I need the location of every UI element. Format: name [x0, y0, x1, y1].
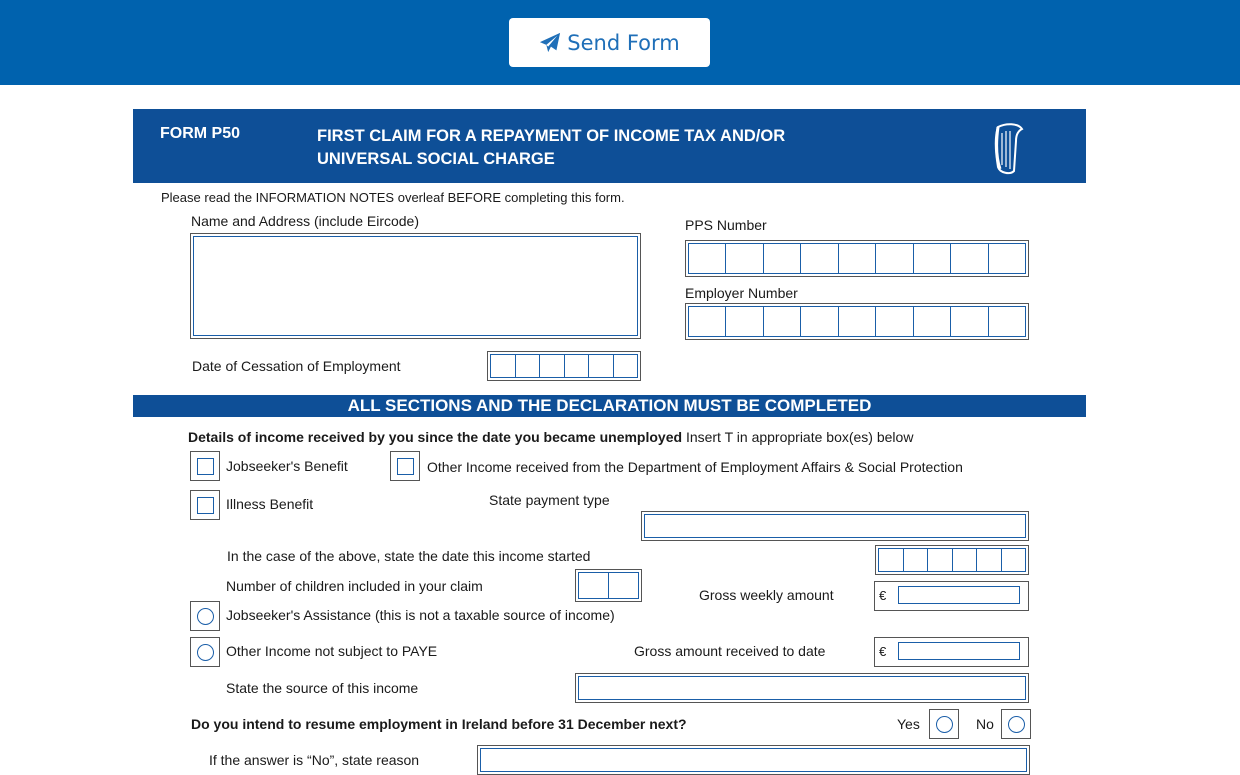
pps-number-field[interactable]: [685, 240, 1029, 277]
reason-field[interactable]: [477, 745, 1030, 775]
gross-to-date-field[interactable]: [874, 637, 1029, 667]
no-label: No: [976, 716, 994, 732]
reason-label: If the answer is “No”, state reason: [209, 752, 420, 768]
resume-question: Do you intend to resume employment in Ireland before 31 December next?: [191, 716, 687, 732]
form-title-line1: FIRST CLAIM FOR A REPAYMENT OF INCOME TAX AND/OR: [317, 127, 786, 145]
pps-number-label: PPS Number: [685, 217, 767, 233]
cessation-date-label: Date of Cessation of Employment: [192, 358, 401, 374]
top-bar: [0, 0, 1240, 85]
name-address-label: Name and Address (include Eircode): [191, 213, 420, 229]
other-not-paye-radio[interactable]: [190, 637, 220, 667]
income-intro-bold: Details of income received by you since the date you became unemployed: [188, 429, 683, 445]
jobseekers-assistance-radio[interactable]: [190, 601, 220, 631]
employer-number-label: Employer Number: [685, 285, 798, 301]
euro-symbol: €: [879, 588, 887, 603]
children-field[interactable]: [575, 569, 642, 602]
source-field[interactable]: [575, 673, 1029, 703]
gross-weekly-field[interactable]: [874, 581, 1029, 611]
income-intro: [188, 429, 913, 445]
gross-weekly-label: Gross weekly amount: [699, 587, 834, 603]
harp-emblem-icon: [988, 121, 1028, 177]
illness-benefit-label: Illness Benefit: [226, 496, 314, 512]
other-not-paye-label: Other Income not subject to PAYE: [226, 643, 438, 659]
employer-number-field[interactable]: [685, 303, 1029, 340]
other-income-dept-checkbox[interactable]: [390, 451, 420, 481]
jobseekers-benefit-label: Jobseeker's Benefit: [226, 458, 348, 474]
state-payment-type-label: State payment type: [489, 492, 610, 508]
other-income-dept-label: Other Income received from the Department of Employment Affairs & Social Protection: [427, 459, 963, 475]
euro-symbol: €: [879, 644, 887, 659]
yes-radio[interactable]: [929, 709, 959, 739]
section-heading: ALL SECTIONS AND THE DECLARATION MUST BE COMPLETED: [133, 395, 1086, 417]
state-payment-type-field[interactable]: [641, 511, 1029, 541]
children-label: Number of children included in your claim: [226, 578, 483, 594]
paper-plane-icon: [539, 32, 561, 54]
form-title: [317, 125, 917, 171]
gross-to-date-label: Gross amount received to date: [634, 643, 826, 659]
date-started-label: In the case of the above, state the date this income started: [227, 548, 591, 564]
illness-benefit-checkbox[interactable]: [190, 490, 220, 520]
source-label: State the source of this income: [226, 680, 419, 696]
date-started-field[interactable]: [875, 545, 1029, 575]
information-notice: Please read the INFORMATION NOTES overleaf BEFORE completing this form.: [161, 190, 625, 205]
yes-label: Yes: [897, 716, 920, 732]
jobseekers-benefit-checkbox[interactable]: [190, 451, 220, 481]
send-form-button[interactable]: [509, 18, 710, 67]
jobseekers-assistance-label: Jobseeker's Assistance (this is not a taxable source of income): [226, 607, 615, 623]
send-form-label: Send Form: [567, 30, 680, 55]
no-radio[interactable]: [1001, 709, 1031, 739]
income-intro-rest: Insert T in appropriate box(es) below: [685, 429, 914, 445]
form-id: FORM P50: [160, 125, 241, 142]
name-address-field[interactable]: [190, 233, 641, 339]
form-header: [133, 109, 1086, 183]
form-title-line2: UNIVERSAL SOCIAL CHARGE: [317, 150, 555, 168]
cessation-date-field[interactable]: [487, 351, 641, 381]
